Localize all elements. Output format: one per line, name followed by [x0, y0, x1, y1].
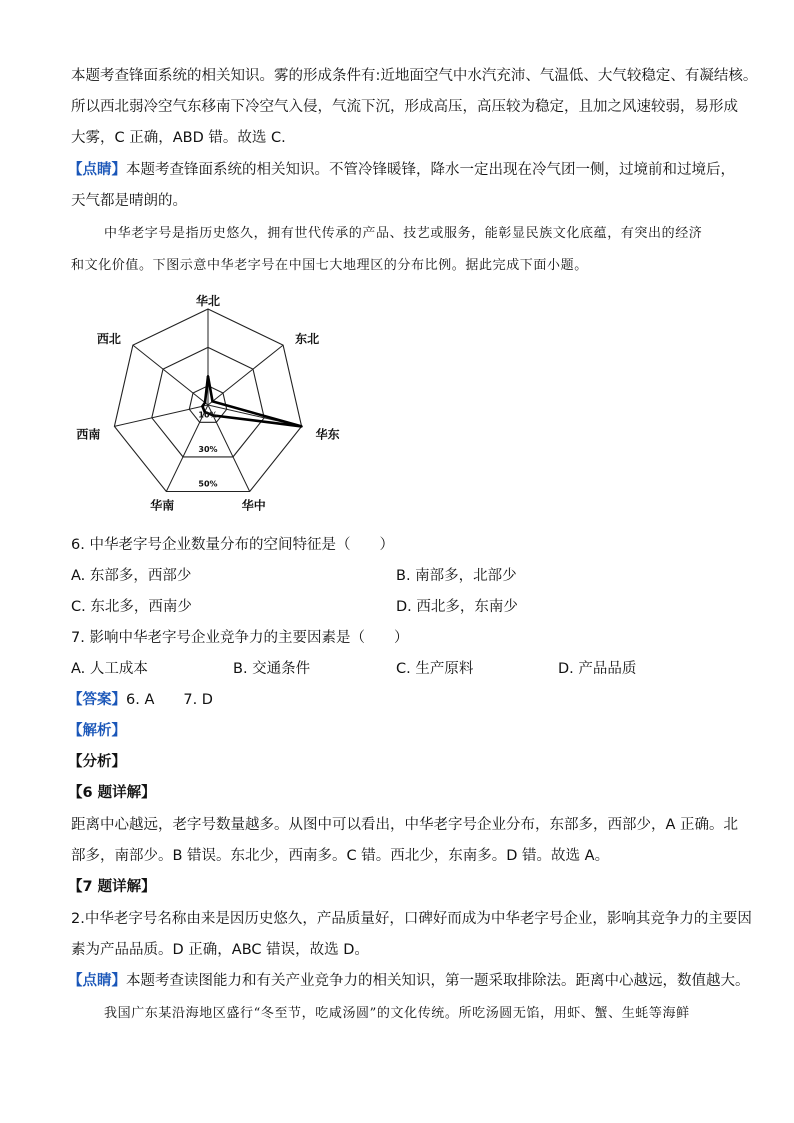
detail-7-tag: 【7 题详解】: [68, 879, 156, 895]
material-line: 和文化价值。下图示意中华老字号在中国七大地理区的分布比例。据此完成下面小题。: [71, 258, 588, 273]
comment-text: 本题考查读图能力和有关产业竞争力的相关知识，第一题采取排除法。距离中心越远，数值越大。: [126, 973, 750, 989]
detail-line: 2.中华老字号名称由来是因历史悠久，产品质量好，口碑好而成为中华老字号企业，影响其竞争力的主要因: [71, 911, 752, 927]
comment-text: 本题考查锋面系统的相关知识。不管冷锋暖锋，降水一定出现在冷气团一侧，过境前和过境后，: [126, 162, 735, 178]
fenxi-tag: 【分析】: [68, 754, 126, 770]
question-6-stem: 6. 中华老字号企业数量分布的空间特征是（ ）: [71, 537, 394, 553]
q6-option-b: B. 南部多，北部少: [396, 568, 517, 584]
detail-line: 部多，南部少。B 错误。东北少，西南多。C 错。西北少，东南多。D 错。故选 A。: [71, 848, 610, 864]
radar-point: [204, 401, 206, 403]
comment-line: [68, 971, 750, 991]
answer-line: [68, 690, 213, 710]
comment-line: [68, 160, 735, 180]
comment-tag: 【点睛】: [68, 973, 126, 989]
radar-point: [211, 400, 213, 402]
comment-line: 天气都是晴朗的。: [71, 193, 187, 209]
radar-point: [300, 425, 302, 427]
material-line: 我国广东某沿海地区盛行“冬至节，吃咸汤圆”的文化传统。所吃汤圆无馅，用虾、蟹、生蚝等海鲜: [104, 1006, 690, 1021]
answer-text: 6. A 7. D: [126, 692, 213, 708]
radar-spoke: [133, 345, 208, 405]
radar-point: [207, 375, 209, 377]
q7-option-d: D. 产品品质: [558, 661, 637, 677]
comment-tag: 【点睛】: [68, 162, 126, 178]
radar-series: [201, 375, 303, 428]
paragraph-line: 大雾，C 正确，ABD 错。故选 C.: [71, 130, 286, 146]
radar-axis-label: 华北: [195, 294, 221, 308]
radar-axis-label: 西北: [96, 332, 121, 347]
q6-option-d: D. 西北多，东南少: [396, 599, 518, 615]
radar-ring-label: 30%: [198, 444, 218, 454]
radar-spokes: [114, 309, 301, 492]
q6-option-a: A. 东部多，西部少: [71, 568, 192, 584]
radar-axis-label: 华南: [150, 498, 175, 513]
q6-option-c: C. 东北多，西南少: [71, 599, 192, 615]
detail-line: 素为产品品质。D 正确，ABC 错误，故选 D。: [71, 942, 369, 958]
analysis-tag: 【解析】: [68, 723, 126, 739]
radar-ring-label: 10%: [198, 410, 218, 420]
radar-ring-label: 50%: [198, 479, 218, 489]
radar-spoke: [208, 345, 283, 405]
q7-option-c: C. 生产原料: [396, 661, 474, 677]
paragraph-line: 本题考查锋面系统的相关知识。雾的形成条件有:近地面空气中水汽充沛、气温低、大气较稳定、有凝结核。: [71, 68, 758, 84]
detail-line: 距离中心越远，老字号数量越多。从图中可以看出，中华老字号企业分布，东部多，西部少，A 正确。北: [71, 817, 739, 833]
radar-axis-label: 东北: [295, 332, 320, 347]
answer-tag: 【答案】: [68, 692, 126, 708]
radar-chart: [60, 285, 360, 520]
radar-axis-label: 华东: [315, 427, 340, 442]
material-line: 中华老字号是指历史悠久，拥有世代传承的产品、技艺或服务，能彰显民族文化底蕴，有突出的经济: [104, 226, 703, 241]
radar-axis-label: 西南: [76, 427, 101, 442]
radar-axis-label: 华中: [241, 498, 266, 513]
detail-6-tag: 【6 题详解】: [68, 785, 156, 801]
paragraph-line: 所以西北弱冷空气东移南下冷空气入侵，气流下沉，形成高压，高压较为稳定，且加之风速较弱，易形成: [71, 99, 738, 115]
radar-point: [201, 405, 203, 407]
question-7-stem: 7. 影响中华老字号企业竞争力的主要因素是（ ）: [71, 630, 409, 646]
q7-option-a: A. 人工成本: [71, 661, 148, 677]
q7-option-b: B. 交通条件: [233, 661, 311, 677]
